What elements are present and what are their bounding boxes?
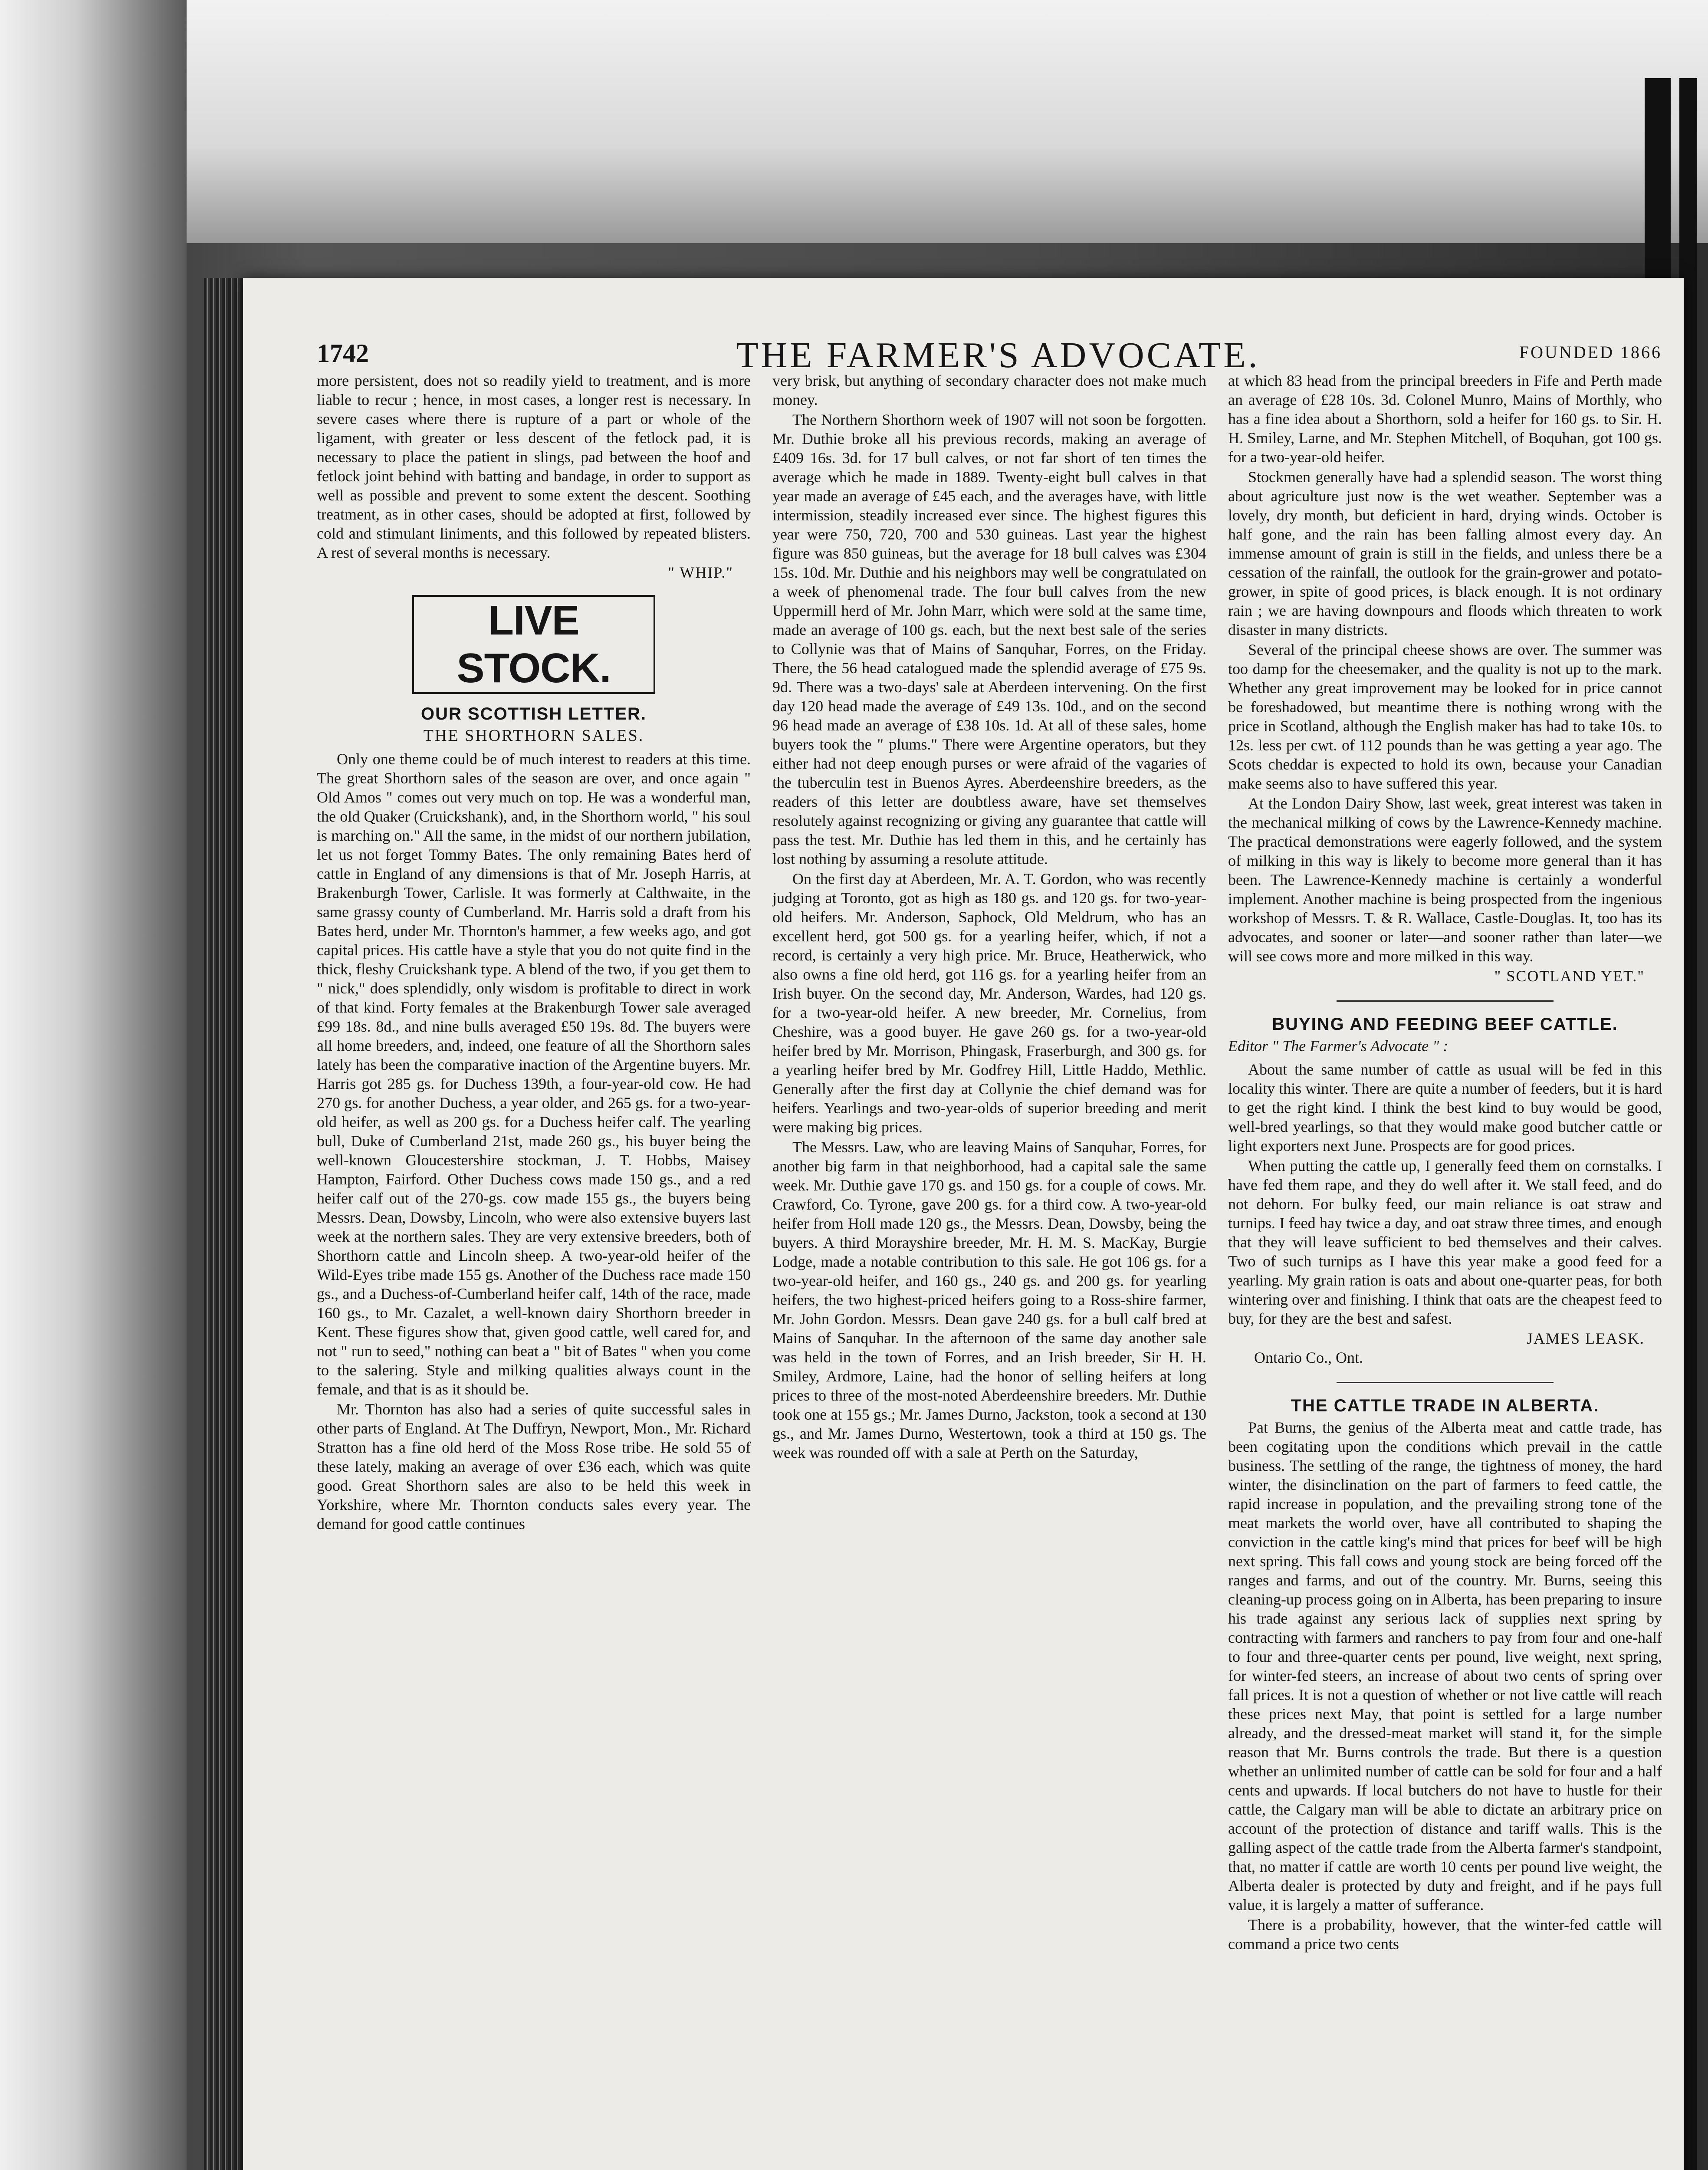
- paragraph: Only one theme could be of much interest to readers at this time. The great Shorthorn sales of the season are over, and once again " Old Amos " comes out very much on top. He was a wonderful man, the old Quaker (Cruickshank), and, in the Shorthorn world, " his soul is marching on." All the same, in the midst of our northern jubilation, let us not forget Tommy Bates. The only remaining Bates herd of cattle in England of any dimensions is that of Mr. Joseph Harris, at Brakenburgh Tower, Carlisle. It was formerly at Calthwaite, in the same grassy county of Cumberland. Mr. Harris sold a draft from his Bates herd, under Mr. Thornton's hammer, a few weeks ago, and got capital prices. His cattle have a style that you do not quite find in the thick, fleshy Cruickshank type. A blend of the two, if you get them to " nick," does splendidly, only wisdom is profitable to direct in work of that kind. Forty females at the Brakenburgh Tower sale averaged £99 18s. 8d., and nine bulls averaged £50 19s. 8d. The buyers were all home breeders, and, indeed, one feature of all the Shorthorn sales lately has been the comparative inaction of the Argentine buyers. Mr. Harris got 285 gs. for Duchess 139th, a four-year-old cow. He had 270 gs. for another Duchess, a year older, and 265 gs. for a two-year-old heifer, as well as 200 gs. for a Duchess heifer calf. The yearling bull, Duke of Cumberland 21st, made 260 gs., his buyer being the well-known Gloucestershire stockman, J. T. Hobbs, Maisey Hampton, Fairford. Other Duchess cows made 150 gs., and a red heifer calf out of the 270-gs. cow made 155 gs., the buyers being Messrs. Dean, Dowsby, Lincoln, who were also extensive buyers last week at the northern sales. They are very extensive breeders, both of Shorthorn cattle and Lincoln sheep. A two-year-old heifer of the Wild-Eyes tribe made 155 gs. Another of the Duchess race made 150 gs., and a Duchess-of-Cumberland heifer calf, 14th of the race, made 160 gs., to Mr. Cazalet, a well-known dairy Shorthorn breeder in Kent. These figures show that, given good cattle, well cared for, and not " run to seed," nothing can beat a " bit of Bates " when you come to the salering. Style and milking qualities always count in the female, and that is as it should be.: [317, 750, 751, 1398]
- paragraph: very brisk, but anything of secondary character does not make much money.: [772, 372, 1206, 408]
- continued-text: more persistent, does not so readily yield to treatment, and is more liable to recur ; hence, in most cases, a longer rest is necessary. In severe cases where there is rupture of a part or whole of the ligament, with greater or less descent of the fetlock pad, it is necessary to place the patient in slings, pad between the hoof and fetlock joint behind with batting and bandage, in order to support as well as possible and prevent to some extent the descent. Soothing treatment, as in other cases, should be adopted at first, followed by cold and stimulant liniments, and this followed by repeated blisters. A rest of several months is necessary.: [317, 372, 751, 561]
- paragraph: at which 83 head from the principal breeders in Fife and Perth made an average of £28 10s. 3d. Colonel Munro, Mains of Morthly, who has a fine idea about a Shorthorn, sold a heifer for 160 gs. to Sir. H. H. Smiley, Larne, and Mr. Stephen Mitchell, of Boquhan, got 100 gs. for a two-year-old heifer.: [1228, 372, 1662, 466]
- article-signature: JAMES LEASK.: [1526, 1330, 1645, 1347]
- page-header: [317, 334, 1679, 373]
- paragraph: The Messrs. Law, who are leaving Mains of Sanquhar, Forres, for another big farm in that neighborhood, had a capital sale the same week. Mr. Duthie gave 170 gs. and 150 gs. for a couple of cows. Mr. Crawford, Co. Tyrone, gave 200 gs. for a third cow. A two-year-old heifer from Holl made 120 gs., the Messrs. Dean, Dowsby, being the buyers. A third Morayshire breeder, Mr. H. M. S. MacKay, Burgie Lodge, made a notable contribution to this sale. He got 106 gs. for a two-year-old heifer, and 160 gs., 240 gs. and 200 gs. for yearling heifers, the two highest-priced heifers going to a Ross-shire farmer, Mr. John Gordon. Messrs. Dean gave 240 gs. for a bull calf bred at Mains of Sanquhar. In the afternoon of the same day another sale was held in the town of Forres, and an Irish breeder, Sir H. H. Smiley, Ardmore, Laine, had the honor of selling heifers at long prices to three of the most-noted Aberdeenshire breeders. Mr. Duthie took one at 155 gs.; Mr. James Durno, Jackston, took a second at 130 gs., and Mr. James Durno, Westertown, took a third at 150 gs. The week was rounded off with a sale at Perth on the Saturday,: [772, 1138, 1206, 1461]
- column-1: [317, 371, 751, 1534]
- paragraph: There is a probability, however, that the winter-fed cattle will command a price two cents: [1228, 1916, 1662, 1953]
- article-subtitle: THE SHORTHORN SALES.: [423, 727, 644, 745]
- paragraph: About the same number of cattle as usual will be fed in this locality this winter. There are quite a number of feeders, but it is hard to get the right kind. I think the best kind to buy would be good, well-bred yearlings, so that they would make good butcher cattle or light exporters next June. Prospects are for good prices.: [1228, 1061, 1662, 1154]
- masthead-title: THE FARMER'S ADVOCATE.: [736, 335, 1260, 375]
- article-signature: " SCOTLAND YET.": [1494, 967, 1645, 985]
- section-title: LIVE STOCK.: [412, 595, 655, 694]
- article-location: Ontario Co., Ont.: [1254, 1349, 1363, 1366]
- paragraph: When putting the cattle up, I generally feed them on cornstalks. I have fed them rape, and they do well after it. We stall feed, and do not dehorn. For bulky feed, our main reliance is oat straw and turnips. I feed hay twice a day, and oat straw three times, and enough that they will leave sufficient to bed themselves and their calves. Two of such turnips as I have this year make a good feed for a yearling. My grain ration is oats and about one-quarter peas, for both wintering over and finishing. I think that oats are the cheapest feed to buy, for they are the best and safest.: [1228, 1157, 1662, 1327]
- column-2: [772, 371, 1206, 1463]
- paragraph: Pat Burns, the genius of the Alberta meat and cattle trade, has been cogitating upon the conditions which prevail in the cattle business. The settling of the range, the tightness of money, the hard winter, the disinclination on the part of farmers to feed cattle, the rapid increase in population, and the prevailing strong tone of the meat markets the world over, have all contributed to shaping the conviction in the cattle king's mind that prices for beef will be high next spring. This fall cows and young stock are being forced off the ranges and farms, and out of the country. Mr. Burns, seeing this cleaning-up process going on in Alberta, has been preparing to insure his trade against any serious lack of supplies next spring by contracting with farmers and ranchers to pay from four and one-half to four and three-quarter cents per pound, live weight, next spring, for winter-fed steers, an increase of about two cents of spring over fall prices. It is not a question of whether or not live cattle will reach these prices next May, that point is settled for a large number already, and the dressed-meat market will stand it, for the simple reason that Mr. Burns controls the trade. But there is a question whether an unlimited number of cattle can be sold for four and a half cents and upwards. If local butchers do not have to hustle for their cattle, the Calgary man will be able to dictate an arbitrary price on account of the protection of distance and tariff walls. This is the galling aspect of the cattle trade from the Alberta farmer's standpoint, that, no matter if cattle are worth 10 cents per pound live weight, the Alberta dealer is protected by duty and freight, and if he pays full value, it is largely a matter of sufferance.: [1228, 1419, 1662, 1914]
- article-title: THE CATTLE TRADE IN ALBERTA.: [1291, 1396, 1600, 1415]
- editor-salutation: Editor " The Farmer's Advocate " :: [1228, 1037, 1449, 1055]
- divider: [1337, 1382, 1554, 1383]
- paragraph: Mr. Thornton has also had a series of quite successful sales in other parts of England. At The Duffryn, Newport, Mon., Mr. Richard Stratton has a fine old herd of the Moss Rose tribe. He sold 55 of these lately, making an average of over £36 each, which was quite good. Great Shorthorn sales are also to be held this week in Yorkshire, where Mr. Thornton conducts sales every year. The demand for good cattle continues: [317, 1401, 751, 1532]
- paragraph: On the first day at Aberdeen, Mr. A. T. Gordon, who was recently judging at Toronto, got as high as 180 gs. and 120 gs. for two-year-old heifers. Mr. Anderson, Saphock, Old Meldrum, who has an excellent herd, got 500 gs. for a yearling heifer, which, if not a record, is certainly a very high price. Mr. Bruce, Heatherwick, who also owns a fine old herd, got 116 gs. for a yearling heifer from an Irish buyer. On the second day, Mr. Anderson, Wardes, had 120 gs. for a two-year-old heifer. A new breeder, Mr. Cornelius, from Cheshire, was a good buyer. He gave 260 gs. for a two-year-old heifer bred by Mr. Morrison, Phingask, Fraserburgh, and 300 gs. for a yearling heifer bred by Mr. Godfrey Hill, Little Haddo, Methlic. Generally after the first day at Collynie the chief demand was for heifers. Yearlings and two-year-olds of superior breeding and merit were making big prices.: [772, 870, 1206, 1136]
- paragraph: Stockmen generally have had a splendid season. The worst thing about agriculture just now is the wet weather. September was a lovely, dry month, but deficient in hard, drying winds. October is half gone, and the rain has been falling almost every day. An immense amount of grain is still in the fields, and unless there be a cessation of the rainfall, the outlook for the grain-grower and potato-grower, in spite of good prices, is black enough. It is not ordinary rain ; we are having downpours and floods which threaten to work disaster in many districts.: [1228, 468, 1662, 638]
- newspaper-page: [243, 278, 1684, 2170]
- scanner-left-margin: [0, 0, 187, 2170]
- article-signature: " WHIP.": [668, 564, 733, 581]
- column-3: [1228, 371, 1662, 1954]
- page-number: 1742: [317, 339, 369, 368]
- paragraph: Several of the principal cheese shows are over. The summer was too damp for the cheesemaker, and the quality is not up to the mark. Whether any great improvement may be looked for in price cannot be foreshadowed, but meantime there is nothing wrong with the price in Scotland, although the English maker has had to take 10s. to 12s. less per cwt. of 112 pounds than he was getting a year ago. The Scots cheddar is expected to hold its own, because your Canadian make seems also to have suffered this year.: [1228, 641, 1662, 792]
- paragraph: At the London Dairy Show, last week, great interest was taken in the mechanical milking of cows by the Lawrence-Kennedy machine. The practical demonstrations were eagerly followed, and the system of milking in this way is likely to become more general than it has been. The Lawrence-Kennedy machine is certainly a wonderful implement. Another machine is being prospected from the ingenious workshop of Messrs. T. & R. Wallace, Castle-Douglas. It, too has its advocates, and sooner or later—and sooner rather than later—we will see cows more and more milked in this way.: [1228, 795, 1662, 965]
- paragraph: The Northern Shorthorn week of 1907 will not soon be forgotten. Mr. Duthie broke all his previous records, making an average of £409 16s. 3d. for 17 bull calves, or not far short of ten times the average which he made in 1889. Twenty-eight bull calves in that year made an average of £45 each, and the averages have, with little intermission, steadily increased ever since. The highest figures this year were 750, 720, 700 and 530 guineas. Last year the highest figure was 850 guineas, but the average for 18 bull calves was £304 15s. 10d. Mr. Duthie and his neighbors may well be congratulated on a week of phenomenal trade. The four bull calves from the new Uppermill herd of Mr. John Marr, which were sold at the same time, made an average of 100 gs. each, but the next best sale of the series to Collynie was that of Mains of Sanquhar, Forres, on the Friday. There, the 56 head catalogued made the splendid average of £75 9s. 9d. There was a two-days' sale at Aberdeen intervening. On the first day 120 head made the average of £49 13s. 10d., and on the second 96 head made an average of £38 10s. 1d. At all of these sales, home buyers took the " plums." There were Argentine operators, but they either had not deep enough purses or were afraid of the vagaries of the tuberculin test in Buenos Ayres. Aberdeenshire breeders, as the readers of this letter are doubtless aware, have set themselves resolutely against recognizing or giving any guarantee that cattle will pass the test. Mr. Duthie has led them in this, and he certainly has lost nothing by assuming a resolute attitude.: [772, 411, 1206, 868]
- book-spine: [204, 278, 243, 2170]
- article-title: BUYING AND FEEDING BEEF CATTLE.: [1272, 1015, 1618, 1034]
- scanner-top-margin: [0, 0, 1708, 243]
- founded-label: FOUNDED 1866: [1519, 342, 1662, 362]
- divider: [1337, 1000, 1554, 1002]
- article-title: OUR SCOTTISH LETTER.: [421, 704, 647, 723]
